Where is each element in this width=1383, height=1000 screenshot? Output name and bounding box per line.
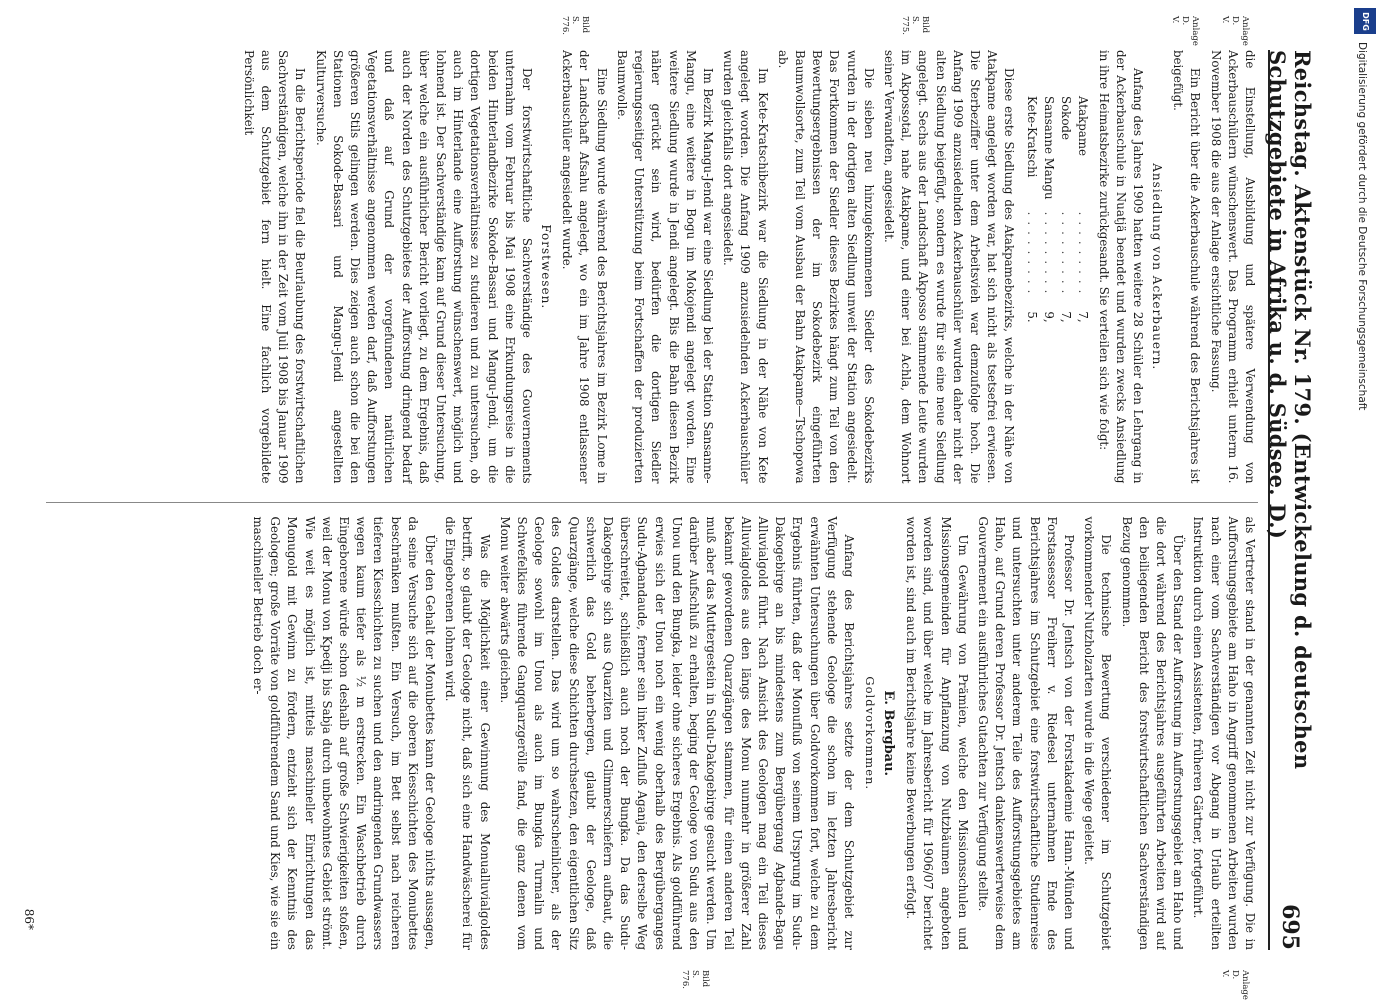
list-item-count: 5. <box>1025 311 1040 323</box>
list-item <box>1057 90 1074 329</box>
paragraph: als Vertreter stand in der genannten Zeit nicht zur Verfügung. Die in Aufforstungsgebiete am Haho in Angriff genommenen Arbeiten wurden nach einer vom Sachverständigen vor Abgang in Urlaub erteilten Instruktion durch einen Assistenten, früheren Gärtner, fortgeführt. <box>1191 516 1257 950</box>
list-item-count: 7, <box>1059 311 1074 323</box>
margin-note: Anlage D. V. <box>1220 970 1250 1000</box>
signature-mark: 86* <box>22 908 36 930</box>
leader-dots: ......... <box>1025 211 1040 300</box>
section-heading: E. Bergbau. <box>880 690 896 777</box>
paragraph: Eine Siedlung wurde während des Berichtsjahres im Bezirk Lome in der Landschaft Afsahu angelegt, wo ein im Jahre 1908 entlassener Ackerbauschüler angesiedelt wurde. <box>560 50 609 484</box>
paragraph: Der forstwirtschaftliche Sachverständige des Gouvernements unternahm vom Februar bis Mai 1908 eine Erkundungsreise in die beiden Hinterlandbezirke Sokode-Bassari und Mangu-Jendi, um die dortigen Vegetationsverhältnisse zu studieren und zu untersuchen, ob auch im Hinterlande eine Aufforstung wünschenswert, möglich und lohnend ist. Der Sachverständige kam auf Grund dieser Untersuchung, über welche ein ausführlicher Bericht vorliegt, zu dem Ergebnis, daß auch der Norden des Schutzgebietes der Aufforstung dringend bedarf und daß auf Grund der vorgefundenen natürlichen Vegetationsverhältnisse angenommen werden darf, daß Aufforstungen größeren Stils gelingen werden. Dies zeigen auch schon die bei den Stationen Sokode-Bassari und Mangu-Jendi angestellten Kulturversuche. <box>313 50 535 484</box>
rotated-page-scan <box>20 16 1315 1000</box>
right-column <box>46 502 1258 951</box>
paragraph: die Einstellung, Ausbildung und spätere Verwendung von Ackerbauschülern wünschenswert. Das Programm erhielt unterm 16. November 1908 die aus der Anlage ersichtliche Fassung. <box>1208 50 1257 484</box>
leader-dots: ......... <box>1076 211 1091 300</box>
paragraph: Die technische Bewertung verschiedener im Schutzgebiet vorkommender Nutzholzarten wurde in die Wege geleitet. <box>1082 516 1114 950</box>
leader-dots: ......... <box>1042 211 1057 300</box>
paragraph: Um Gewährung von Prämien, welche den Missionsschulen und Missionsgemeinden für Anpflanzung von Nutzbäumen angeboten worden sind, und über welche im Jahresbericht für 1906/07 berichtet worden ist, sind auch im Berichtsjahre keine Bewerbungen erfolgt. <box>904 516 970 950</box>
page-number: 695 <box>1277 904 1303 950</box>
paragraph: Diese erste Siedlung des Atakpamebezirks, welche in der Nähe von Atakpame angelegt worden war, hat sich nicht als tsetsefrei erwiesen. Die Sterbeziffer unter dem Arbeitsvieh war demzufolge hoch. Die Anfang 1909 anzusiedelnden Ackerbauschüler wurden daher nicht der alten Siedlung beigefügt, sondern es wurde für sie eine neue Siedlung angelegt. Sechs aus der Landschaft Akposso stammende Leute wurden im Akposso̲tal, nahe Atakpame, und einer bei Achla, dem Wohnort seiner Verwandten, angesiedelt. <box>881 50 1017 484</box>
digitization-banner <box>1352 8 1378 992</box>
dfg-logo <box>1354 8 1376 34</box>
margin-note: Anlage D. V. <box>1220 16 1250 46</box>
paragraph: Professor Dr. Jentsch von der Forstakademie Hann.-Münden und Forstassessor Freiherr v. Riedesel unternahmen Ende des Berichtsjahres im Schutzgebiet eine forstwirtschaftliche Studienreise und untersuchten unter anderem Teile des Aufforstungsgebietes am Haho, auf Grund deren Professor Dr. Jentsch dankenswerterweise dem Gouvernement ein ausführliches Gutachten zur Verfügung stellte. <box>975 516 1076 950</box>
digitization-notice: Digitalisierung gefördert durch die Deutsche Forschungsgemeinschaft <box>1356 42 1368 411</box>
paragraph: Was die Möglichkeit einer Gewinnung des Monualluvialgoldes betrifft, so glaubt der Geologe nicht, daß sich eine Handwäscherei für die Eingeborenen lohnen wird. <box>443 516 492 950</box>
page-header <box>1265 50 1315 950</box>
left-column <box>46 50 1258 484</box>
list-item-count: 9, <box>1042 311 1057 323</box>
margin-note: Bild S. 775. <box>900 16 930 35</box>
text-columns <box>46 50 1258 950</box>
dfg-logo-text: DFG <box>1360 11 1370 31</box>
section-subheading: Goldvorkommen. <box>862 676 877 791</box>
paragraph: Im Kete-Kratschibezirk war die Siedlung in der Nähe von Kete angelegt worden. Die Anfang 1909 anzusiedelnden Ackerbauschüler wurden gleichfalls dort angesiedelt. <box>721 50 770 484</box>
list-item-name: Sokode <box>1059 96 1074 140</box>
paragraph: Über den Gehalt der Monubettes kann der Geologe nichts aussagen, da seine Versuche sich auf die oberen Kiesschichten des Monubettes beschränken mußten. Ein Versuch, im Bett selbst nach reicheren tieferen Kiesschichten zu suchen und den andringenden Grundwassers wegen kaum tiefer als ½ m erstrecken. Ein Waschbetrieb durch Eingeborene würde schon deshalb auf große Schwierigkeiten stoßen, weil der Monu von Kpedji bis Sabja durch unbewohntes Gebiet strömt. Wie weit es möglich ist, mittels maschineller Einrichtungen das Monugold mit Gewinn zu fördern, entzieht sich der Kenntnis des Geologen; große Vorräte von goldführendem Sand und Kies, wie sie ein maschineller Betrieb doch er- <box>251 516 438 950</box>
paragraph: Ein Bericht über die Ackerbauschule während des Berichtsjahres ist beigefügt. <box>1171 50 1203 484</box>
margin-note: Bild S. 776. <box>680 970 710 989</box>
settler-list <box>1023 90 1091 329</box>
list-item <box>1023 90 1040 329</box>
list-item-count: 7, <box>1076 311 1091 323</box>
margin-note: Bild S. 776. <box>560 16 590 35</box>
paragraph: Im Bezirk Mangu-Jendi war eine Siedlung bei der Station Sansanne-Mangu, eine weitere in Bogu im Mokojendi angelegt worden. Eine weitere Siedlung wurde in Jendi angelegt. Bis die Bahn diesen Bezirk näher gerückt sein wird, bedürfen die dortigen Siedler regierungsseitiger Unterstützung beim Fortschaffen der produzierten Baumwolle. <box>614 50 715 484</box>
paragraph: Anfang des Jahres 1909 hatten weitere 28 Schüler den Lehrgang in der Ackerbauschule in Nuatjä beendet und wurden zwecks Ansiedlung in ihre Heimatsbezirke zurückgesandt. Sie verteilen sich wie folgt: <box>1096 50 1145 484</box>
list-item <box>1074 90 1091 329</box>
paragraph: Anfang des Berichtsjahres setzte der dem Schutzgebiet zur Verfügung stehende Geologe die schon im letzten Jahresbericht erwähnten Untersuchungen über Goldvorkommen fort, welche zu dem Ergebnis führten, daß der Monufluß von seinem Ursprung im Sudu-Dakogebirge an bis mindestens zum Bergübergang Agbande-Bagu Alluvialgold führt. Nach Ansicht des Geologen mag ein Teil dieses Alluvialgoldes aus den längs des Monu nunmehr in größerer Zahl bekannt gewordenen Quarzgängen stammen, für einen anderen Teil muß aber das Muttergestein in Sudu-Dakogebirge gesucht werden. Um darüber Aufschluß zu erhalten, beging der Geologe von Sudu aus den Unou und den Bungka, leider ohne sicheres Ergebnis. Als goldführend erwies sich der Unou noch ein wenig oberhalb des Bergüberganges Sudu-Agbandaude, ferner sein linker Zufluß Aganja, den derselbe Weg überschreitet, schließlich auch noch der Bungka. Da das Sudu-Dakogebirge sich aus Quarziten und Glimmerschiefern aufbaut, die schwerlich das Gold beherbergen, glaubt der Geologe, daß Quarzgänge, welche diese Schichten durchsetzen, den eigentlichen Sitz des Goldes darstellen. Das wird um so wahrscheinlicher, als der Geologe sowohl im Unou als auch im Bungka Turmalin und Schwefelkies führende Gangquarzgerölle fand, die ganz denen vom Monu weiter abwärts gleichen. <box>497 516 856 950</box>
paragraph: Die sieben neu hinzugekommenen Siedler des Sokodebezirks wurden in der dortigen alten Siedlung unweit der Station angesiedelt. Das Fortkommen der Siedler dieses Bezirkes hängt zum Teil von den Bewertungsergebnissen der im Sokodebezirk eingeführten Baumwollsorte, zum Teil vom Ausbau der Bahn Atakpame—Tschopowa ab. <box>775 50 876 484</box>
paragraph: In die Berichtsperiode fiel die Beurlaubung des forstwirtschaftlichen Sachverständigen, welche ihn in der Zeit vom Juli 1908 bis Januar 1909 aus dem Schutzgebiet fern hielt. Eine fachlich vorgebildete Persönlichkeit <box>241 50 308 484</box>
page-title: Reichstag. Aktenstück Nr. 179. (Entwickelung d. deutschen Schutzgebiete in Afrika u. d. Südsee. D.) <box>1265 50 1315 770</box>
paragraph: Über den Stand der Aufforstung im Aufforstungsgebiet am Haho und die dort während des Berichtsjahres ausgeführten Arbeiten wird auf den beiliegenden Bericht des forstwirtschaftlichen Sachverständigen Bezug genommen. <box>1119 516 1186 950</box>
subheading: Ansiedlung von Ackerbauern. <box>1149 163 1164 371</box>
margin-note: Anlage D. V. <box>1170 16 1200 46</box>
leader-dots: ......... <box>1059 211 1074 300</box>
list-item-name: Kete-Kratschi <box>1025 96 1040 178</box>
subheading: Forstwesen. <box>539 224 554 310</box>
list-item-name: Atakpame <box>1076 96 1091 156</box>
list-item-name: Sansanne Mangu <box>1042 96 1057 200</box>
list-item <box>1040 90 1057 329</box>
